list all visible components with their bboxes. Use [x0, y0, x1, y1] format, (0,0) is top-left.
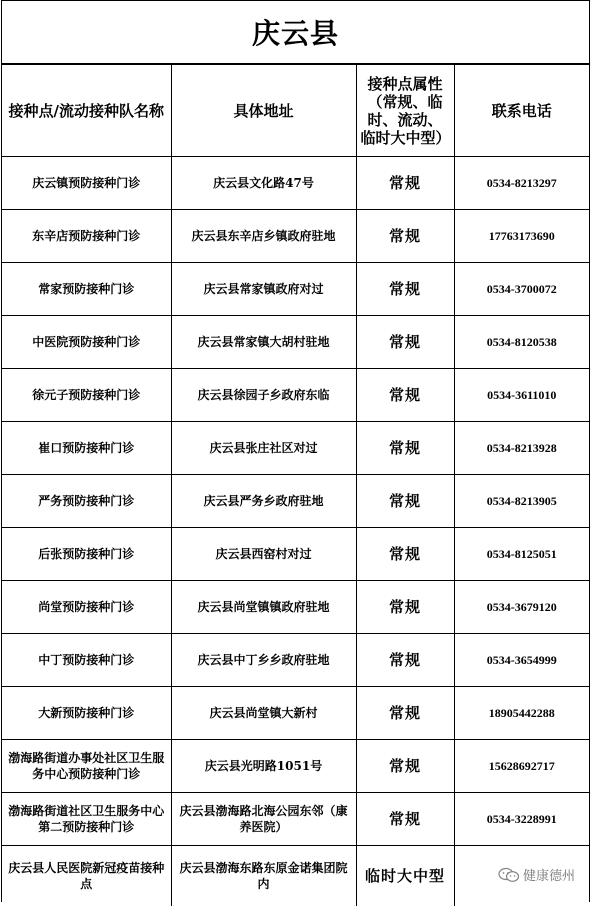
site-address: 庆云县光明路1051号	[171, 740, 356, 793]
site-type: 常规	[356, 210, 454, 263]
header-phone: 联系电话	[454, 65, 589, 157]
watermark-text: 健康德州	[522, 869, 575, 884]
site-address: 庆云县常家镇大胡村驻地	[171, 316, 356, 369]
site-address: 庆云县尚堂镇大新村	[171, 687, 356, 740]
table-row	[2, 634, 589, 687]
site-name: 东辛店预防接种门诊	[2, 210, 171, 263]
site-type: 常规	[356, 687, 454, 740]
site-phone: 0534-8213905	[454, 475, 589, 528]
site-name: 崔口预防接种门诊	[2, 422, 171, 475]
site-phone: 18905442288	[454, 687, 589, 740]
site-phone: 0534-8213297	[454, 157, 589, 210]
table-row	[2, 210, 589, 263]
site-type: 临时大中型	[356, 846, 454, 906]
site-address: 庆云县尚堂镇镇政府驻地	[171, 581, 356, 634]
site-phone: 0534-3228991	[454, 793, 589, 846]
site-phone: 0534-3679120	[454, 581, 589, 634]
site-address: 庆云县常家镇政府对过	[171, 263, 356, 316]
site-name: 严务预防接种门诊	[2, 475, 171, 528]
table-row	[2, 687, 589, 740]
site-type: 常规	[356, 422, 454, 475]
wechat-icon	[498, 867, 520, 883]
site-address: 庆云县张庄社区对过	[171, 422, 356, 475]
site-phone: 15628692717	[454, 740, 589, 793]
header-site-name: 接种点/流动接种队名称	[2, 65, 171, 157]
site-name: 庆云镇预防接种门诊	[2, 157, 171, 210]
site-phone: 0534-3654999	[454, 634, 589, 687]
site-phone: 0534-3611010	[454, 369, 589, 422]
table-row	[2, 793, 589, 846]
county-title: 庆云县	[2, 0, 589, 64]
header-site-type: 接种点属性（常规、临时、流动、临时大中型）	[356, 65, 454, 157]
site-name: 徐元子预防接种门诊	[2, 369, 171, 422]
site-type: 常规	[356, 740, 454, 793]
table-row	[2, 581, 589, 634]
site-name: 庆云县人民医院新冠疫苗接种点	[2, 846, 171, 906]
site-type: 常规	[356, 581, 454, 634]
site-name: 常家预防接种门诊	[2, 263, 171, 316]
site-phone: 0534-8213928	[454, 422, 589, 475]
header-address: 具体地址	[171, 65, 356, 157]
site-address: 庆云县中丁乡乡政府驻地	[171, 634, 356, 687]
table-row	[2, 475, 589, 528]
table-row	[2, 528, 589, 581]
site-type: 常规	[356, 475, 454, 528]
site-name: 中丁预防接种门诊	[2, 634, 171, 687]
table-row	[2, 263, 589, 316]
site-name: 后张预防接种门诊	[2, 528, 171, 581]
site-address: 庆云县徐园子乡政府东临	[171, 369, 356, 422]
site-address: 庆云县渤海路北海公园东邻（康养医院）	[171, 793, 356, 846]
site-address: 庆云县西窑村对过	[171, 528, 356, 581]
vaccination-sites-table	[2, 64, 589, 906]
site-name: 尚堂预防接种门诊	[2, 581, 171, 634]
site-name: 渤海路街道办事处社区卫生服务中心预防接种门诊	[2, 740, 171, 793]
site-phone: 17763173690	[454, 210, 589, 263]
site-address: 庆云县渤海东路东原金诺集团院内	[171, 846, 356, 906]
site-address: 庆云县文化路47号	[171, 157, 356, 210]
site-type: 常规	[356, 369, 454, 422]
site-name: 中医院预防接种门诊	[2, 316, 171, 369]
table-row	[2, 369, 589, 422]
site-name: 渤海路街道社区卫生服务中心第二预防接种门诊	[2, 793, 171, 846]
site-phone: 0534-8125051	[454, 528, 589, 581]
table-row	[2, 422, 589, 475]
table-header-row	[2, 65, 589, 157]
source-watermark	[498, 865, 575, 884]
site-phone: 0534-3700072	[454, 263, 589, 316]
site-address: 庆云县严务乡政府驻地	[171, 475, 356, 528]
site-type: 常规	[356, 793, 454, 846]
vaccination-sites-table-sheet	[1, 0, 590, 902]
site-address: 庆云县东辛店乡镇政府驻地	[171, 210, 356, 263]
site-type: 常规	[356, 634, 454, 687]
site-type: 常规	[356, 528, 454, 581]
site-phone: 0534-8120538	[454, 316, 589, 369]
site-name: 大新预防接种门诊	[2, 687, 171, 740]
table-row	[2, 157, 589, 210]
site-type: 常规	[356, 263, 454, 316]
site-type: 常规	[356, 157, 454, 210]
table-row	[2, 316, 589, 369]
table-row	[2, 740, 589, 793]
site-type: 常规	[356, 316, 454, 369]
